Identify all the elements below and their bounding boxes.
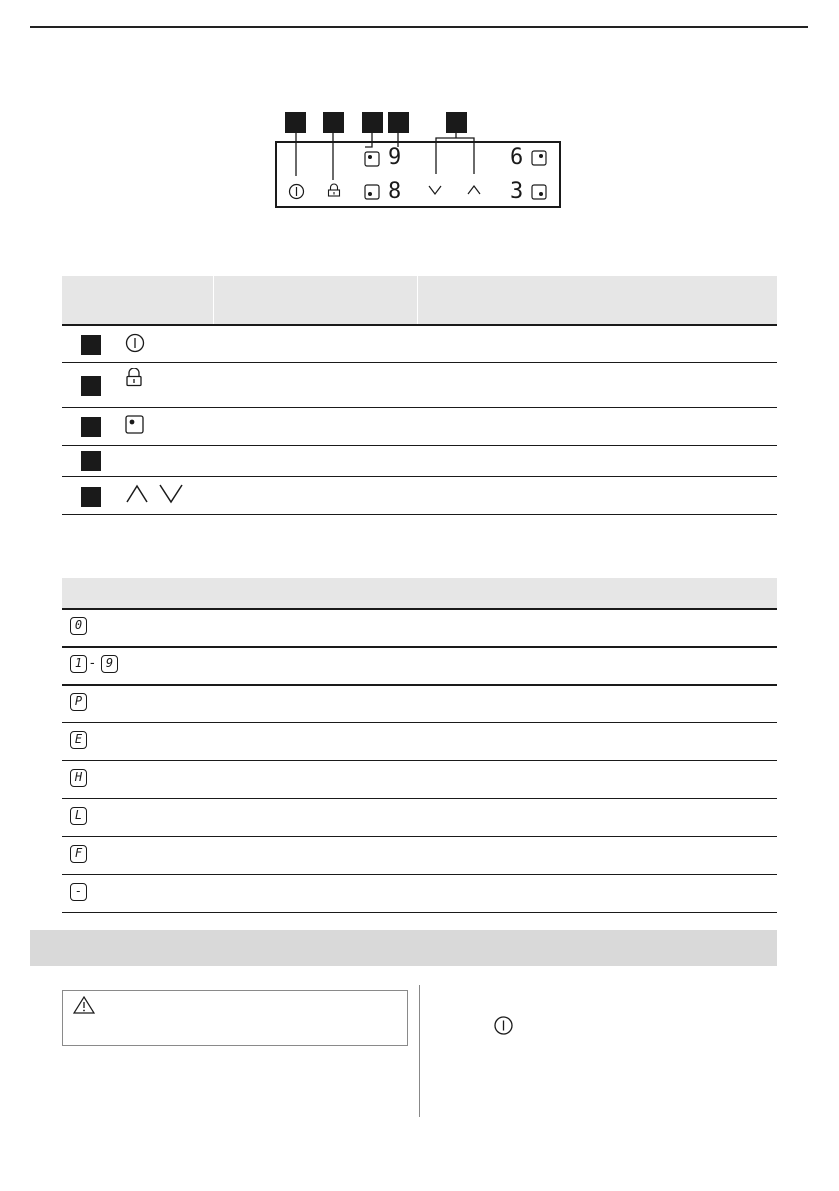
table-row-divider: [62, 362, 777, 363]
chevron-up-icon[interactable]: [467, 184, 481, 196]
table-row-divider: [62, 722, 777, 723]
table-row-divider: [62, 514, 777, 515]
display-symbol-9: 9: [101, 655, 118, 673]
display-symbol-1: 1: [70, 655, 87, 673]
table-row-divider: [62, 476, 777, 477]
table-row-divider: [62, 836, 777, 837]
display-symbol-h: H: [70, 769, 87, 787]
zone-rear-left-icon[interactable]: [364, 151, 380, 167]
chevron-down-icon[interactable]: [428, 184, 442, 196]
table-row-divider: [62, 760, 777, 761]
warning-box: [62, 990, 408, 1046]
power-level-display-front-right: 3: [510, 179, 524, 204]
cooking-zone-icon: [125, 415, 144, 434]
display-symbol-e: E: [70, 731, 87, 749]
display-symbol-f: F: [70, 845, 87, 863]
display-symbol-dash: -: [70, 883, 87, 901]
table-row-divider: [62, 912, 777, 913]
table-row-divider: [62, 798, 777, 799]
row-number-badge: [81, 376, 101, 396]
table-row-divider: [62, 445, 777, 446]
power-level-display-rear-right: 6: [510, 145, 524, 170]
warning-icon: [72, 995, 96, 1015]
display-symbol-0: 0: [70, 617, 87, 635]
range-separator: -: [90, 654, 95, 670]
table-row-divider: [62, 646, 777, 648]
power-icon: [125, 333, 145, 353]
row-number-badge: [81, 487, 101, 507]
power-level-display-rear-left: 9: [388, 145, 402, 170]
column-separator: [419, 985, 420, 1117]
row-number-badge: [81, 335, 101, 355]
table-rule: [62, 324, 777, 326]
zone-front-left-icon[interactable]: [364, 184, 380, 200]
display-symbol-p: P: [70, 693, 87, 711]
header-separator: [417, 276, 418, 324]
section-heading-band: [30, 930, 777, 966]
row-number-badge: [81, 451, 101, 471]
table-row-divider: [62, 684, 777, 686]
display-symbol-l: L: [70, 807, 87, 825]
zone-rear-right-icon[interactable]: [531, 150, 547, 166]
lock-icon: [125, 368, 143, 387]
table-row-divider: [62, 874, 777, 875]
up-down-icon: [123, 482, 189, 504]
display-table-header: [62, 578, 777, 609]
power-level-display-front-left: 8: [388, 179, 402, 204]
lock-icon[interactable]: [327, 183, 341, 197]
table-rule: [62, 608, 777, 610]
power-icon[interactable]: [288, 183, 305, 200]
row-number-badge: [81, 417, 101, 437]
sensor-table-header: [62, 276, 777, 324]
table-row-divider: [62, 407, 777, 408]
header-separator: [213, 276, 214, 324]
zone-front-right-icon[interactable]: [531, 184, 547, 200]
power-icon: [493, 1015, 514, 1036]
top-rule: [30, 26, 808, 28]
